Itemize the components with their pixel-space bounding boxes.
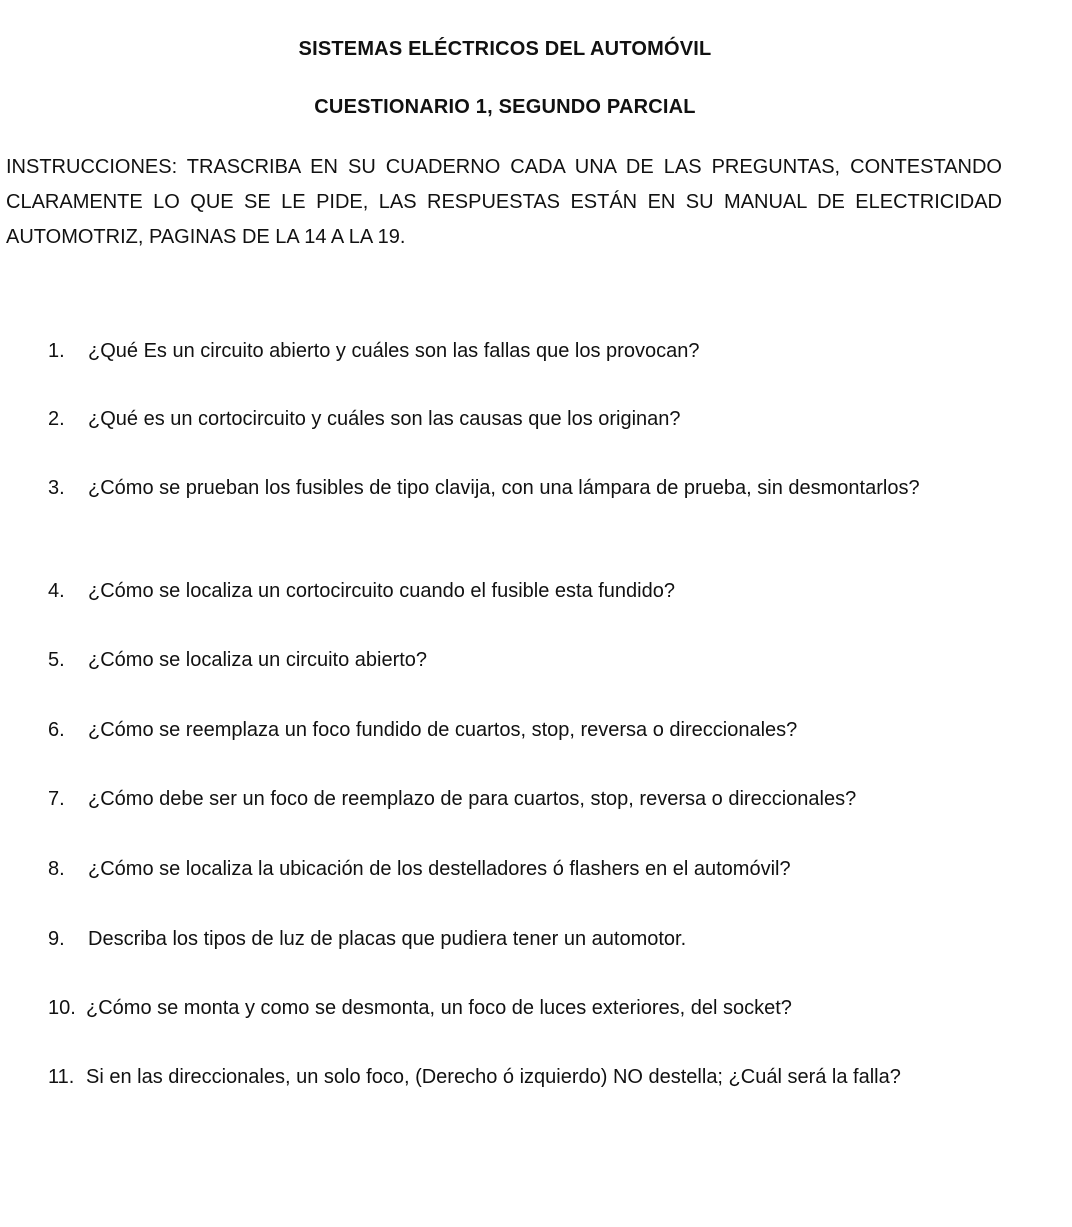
question-text: ¿Cómo se monta y como se desmonta, un foco de luces exteriores, del socket? bbox=[86, 997, 792, 1019]
question-text: ¿Cómo se localiza la ubicación de los destelladores ó flashers en el automóvil? bbox=[88, 858, 791, 880]
question-item bbox=[48, 853, 1002, 886]
question-item bbox=[48, 403, 1002, 436]
question-text: ¿Cómo debe ser un foco de reemplazo de para cuartos, stop, reversa o direccionales? bbox=[88, 788, 857, 810]
question-item bbox=[48, 575, 1002, 608]
question-item bbox=[48, 1061, 1002, 1094]
question-text: Si en las direccionales, un solo foco, (Derecho ó izquierdo) NO destella; ¿Cuál será la falla? bbox=[86, 1066, 901, 1088]
question-text: Describa los tipos de luz de placas que pudiera tener un automotor. bbox=[88, 928, 687, 950]
question-text: ¿Qué es un cortocircuito y cuáles son las causas que los originan? bbox=[88, 408, 681, 430]
question-number: 2. bbox=[48, 408, 65, 430]
question-item bbox=[48, 783, 1002, 816]
instructions-paragraph: INSTRUCCIONES: TRASCRIBA EN SU CUADERNO CADA UNA DE LAS PREGUNTAS, CONTESTANDO CLARAMENTE LO QUE SE LE PIDE, LAS RESPUESTAS ESTÁN EN SU MANUAL DE ELECTRICIDAD AUTOMOTRIZ, PAGINAS DE LA 14 A LA 19. bbox=[6, 156, 1002, 248]
question-item bbox=[48, 644, 1002, 677]
question-item bbox=[48, 335, 1002, 368]
question-item bbox=[48, 992, 1002, 1025]
question-item bbox=[48, 472, 1002, 505]
question-number: 3. bbox=[48, 477, 65, 499]
question-text: ¿Cómo se localiza un cortocircuito cuando el fusible esta fundido? bbox=[88, 580, 675, 602]
question-number: 8. bbox=[48, 858, 65, 880]
question-number: 7. bbox=[48, 788, 65, 810]
document-title: SISTEMAS ELÉCTRICOS DEL AUTOMÓVIL bbox=[298, 38, 712, 60]
document-subtitle: CUESTIONARIO 1, SEGUNDO PARCIAL bbox=[314, 96, 696, 118]
question-number: 10. bbox=[48, 997, 76, 1019]
question-number: 9. bbox=[48, 928, 65, 950]
question-text: ¿Cómo se localiza un circuito abierto? bbox=[88, 649, 428, 671]
question-number: 1. bbox=[48, 340, 65, 362]
question-item bbox=[48, 923, 1002, 956]
question-item bbox=[48, 714, 1002, 747]
question-text: ¿Qué Es un circuito abierto y cuáles son las fallas que los provocan? bbox=[88, 340, 700, 362]
question-number: 4. bbox=[48, 580, 65, 602]
question-text: ¿Cómo se reemplaza un foco fundido de cuartos, stop, reversa o direccionales? bbox=[88, 719, 798, 741]
question-number: 5. bbox=[48, 649, 65, 671]
question-text: ¿Cómo se prueban los fusibles de tipo clavija, con una lámpara de prueba, sin desmontarlos? bbox=[88, 477, 920, 499]
question-number: 11. bbox=[48, 1066, 75, 1088]
question-number: 6. bbox=[48, 719, 65, 741]
